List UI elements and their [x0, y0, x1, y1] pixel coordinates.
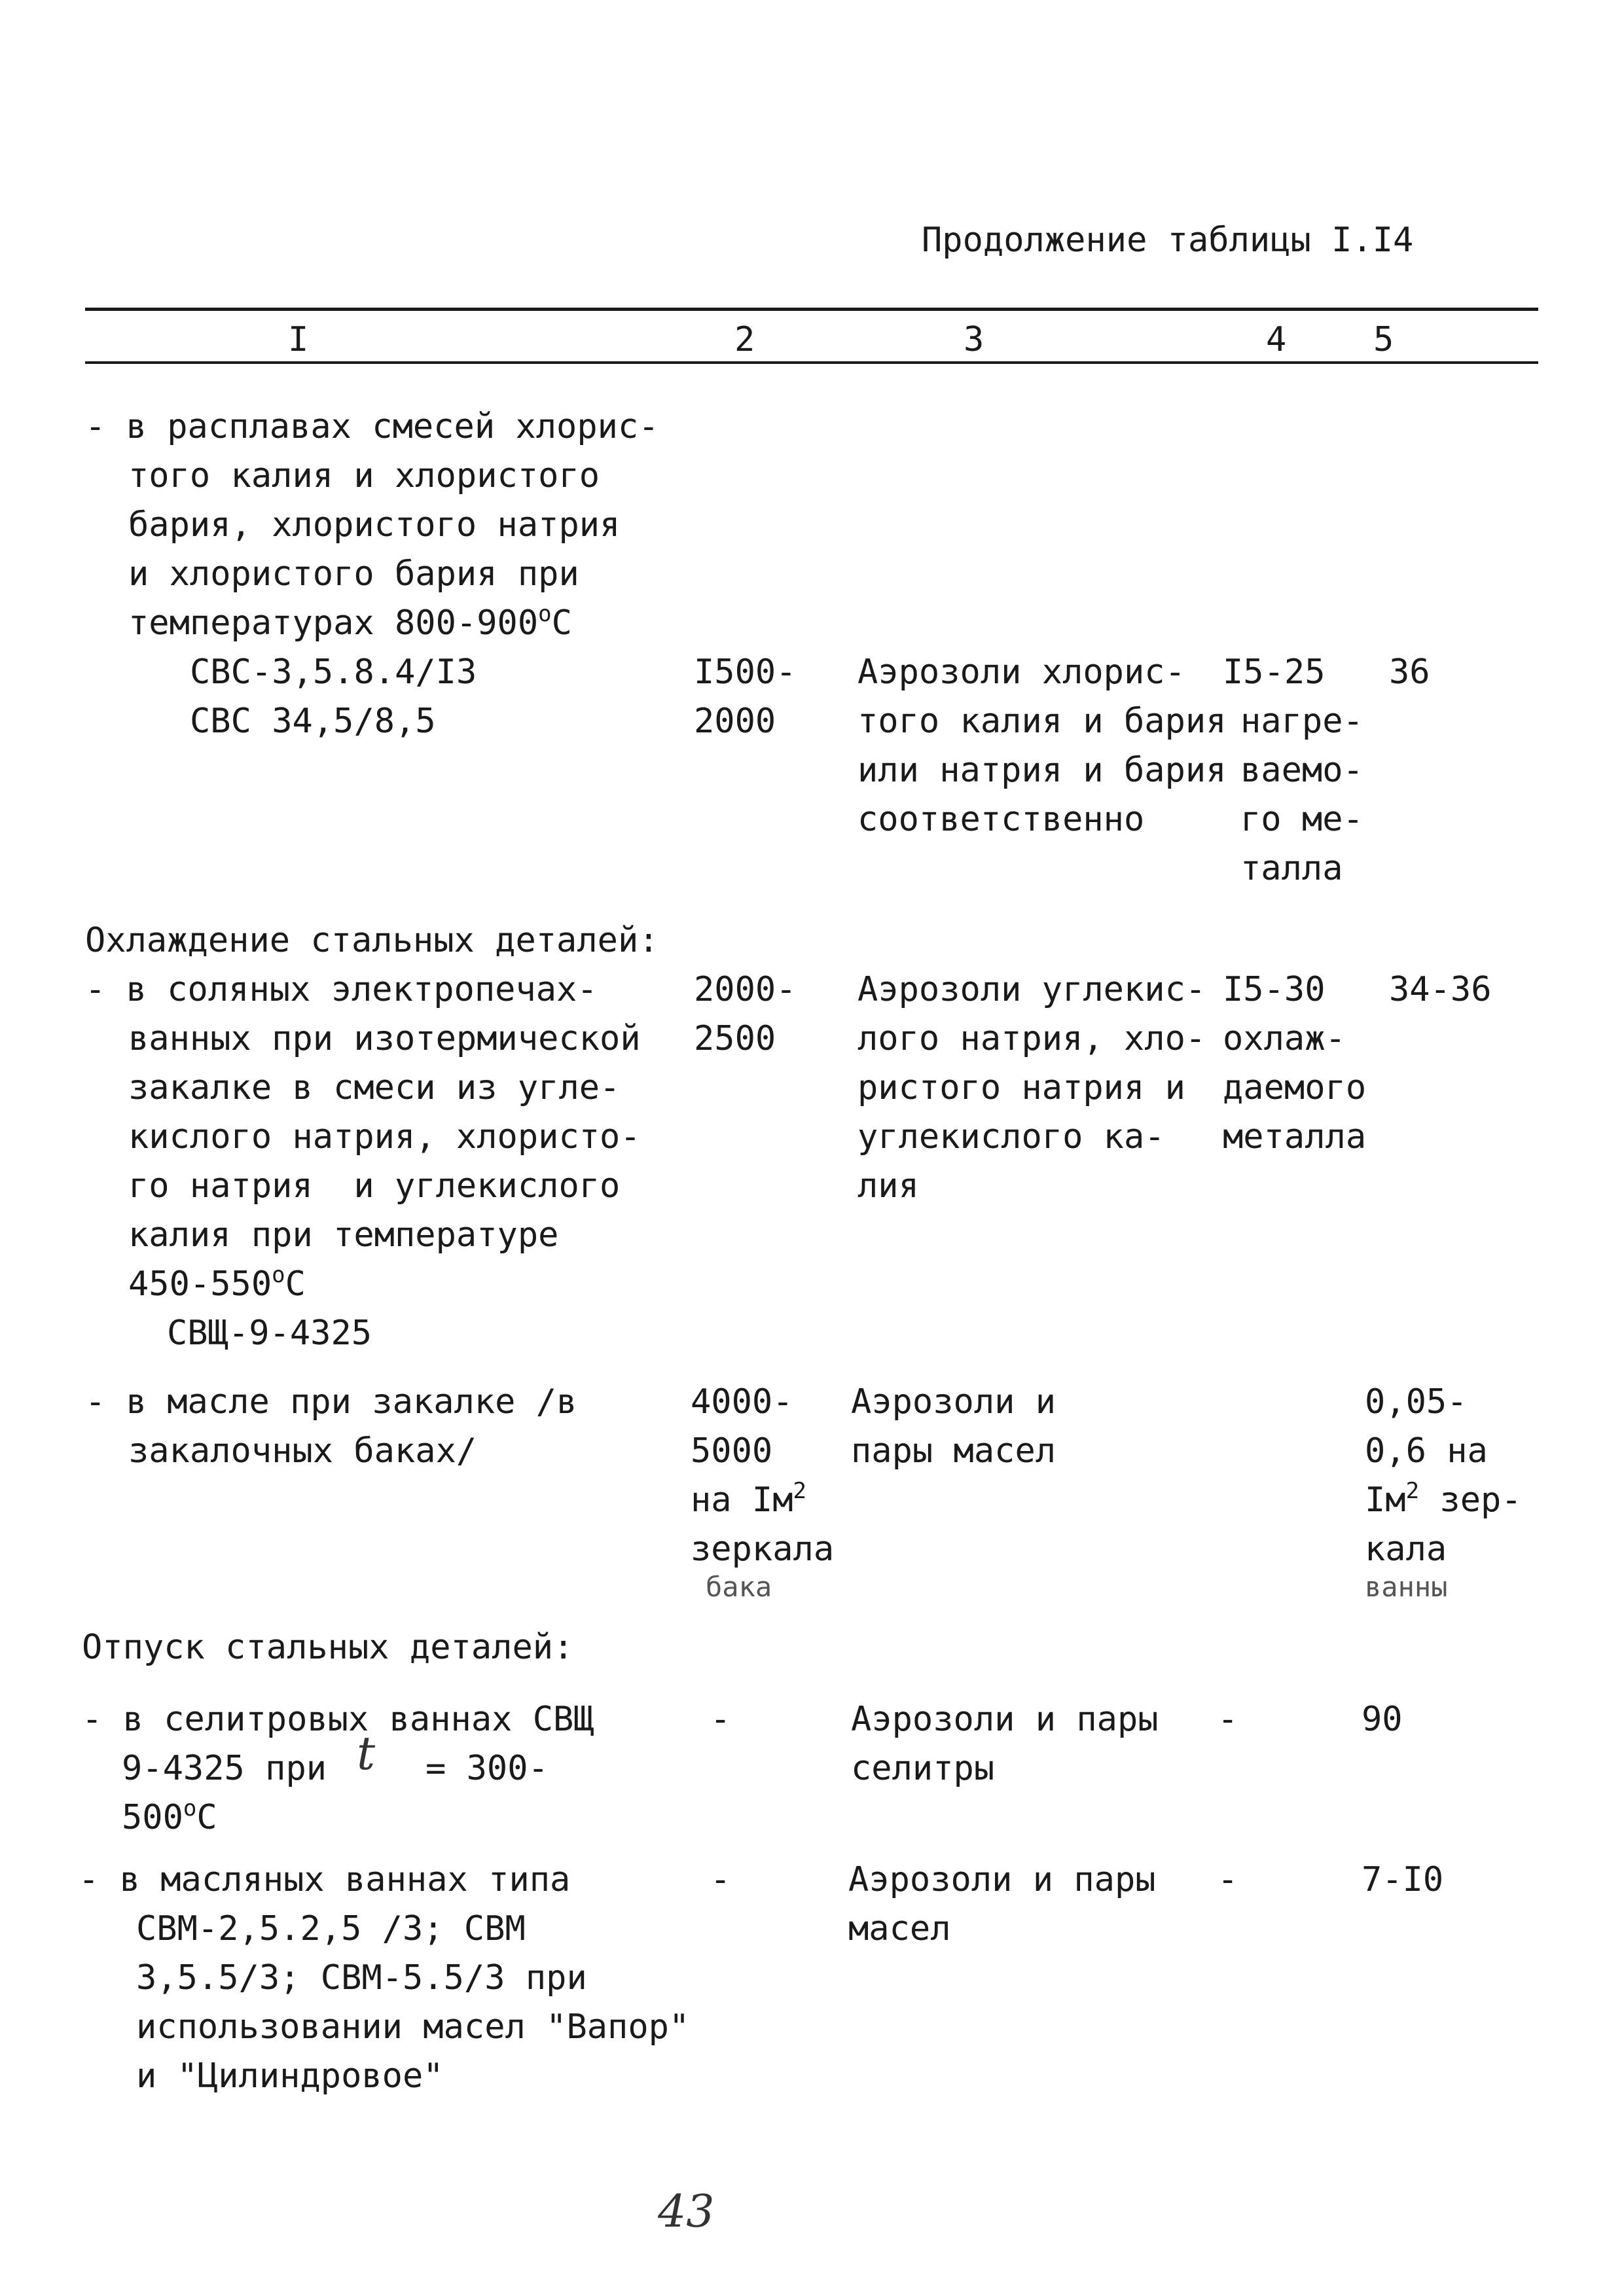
salt-melt-emission: соответственно: [857, 800, 1145, 839]
cooling-equipment: СВЩ-9-4325: [167, 1314, 372, 1353]
salt-melt-emission: того калия и бария: [857, 702, 1227, 741]
oil-bath-emission: масел: [848, 1909, 951, 1948]
salt-melt-volume: I500-: [694, 653, 797, 692]
cooling-col4: металла: [1223, 1117, 1367, 1157]
oil-bath-description-line: и "Цилиндровое": [136, 2056, 444, 2096]
oil-quench-volume: 5000: [691, 1431, 773, 1471]
salt-melt-col4: ваемо-: [1240, 751, 1363, 790]
table-continuation-caption: Продолжение таблицы I.I4: [922, 221, 1414, 260]
oil-quench-col5: кала: [1365, 1530, 1447, 1569]
cooling-temperature: $450-550^оС$: [128, 1262, 306, 1304]
oil-quench-volume: зеркала: [691, 1530, 835, 1569]
salt-melt-equipment: СВС 34,5/8,5: [190, 702, 436, 741]
cooling-description-line: кислого натрия, хлористо-: [128, 1117, 641, 1157]
salt-melt-description-line: бария, хлористого натрия: [128, 505, 621, 545]
temperature-symbol: t: [357, 1727, 376, 1780]
nitrate-bath-col4: -: [1218, 1700, 1238, 1739]
cooling-description-line: - в соляных электропечах-: [85, 970, 598, 1009]
cooling-emission: лия: [857, 1166, 919, 1206]
salt-melt-volume: 2000: [694, 702, 776, 741]
salt-melt-description-line: и хлористого бария при: [128, 554, 579, 594]
oil-quench-col5: 0,05-: [1365, 1382, 1468, 1422]
oil-quench-volume-unit: на $Iм^2$: [691, 1478, 807, 1520]
page-number: 43: [658, 2186, 715, 2238]
column-header-4: 4: [1266, 320, 1287, 359]
oil-quench-col5: 0,6 на: [1365, 1431, 1488, 1471]
salt-melt-col4: го ме-: [1240, 800, 1363, 839]
salt-melt-temperature: температурах $800-900^оС$: [128, 601, 572, 643]
oil-bath-description-line: использовании масел "Вапор": [136, 2007, 690, 2047]
nitrate-bath-volume: -: [710, 1700, 731, 1739]
salt-melt-description-line: того калия и хлористого: [128, 456, 600, 495]
cooling-description-line: го натрия и углекислого: [128, 1166, 621, 1206]
oil-quench-volume: бака: [706, 1571, 772, 1603]
column-header-2: 2: [734, 320, 755, 359]
cooling-emission: Аэрозоли углекис-: [857, 970, 1206, 1009]
oil-quench-col5-unit: $Iм^2$ зер-: [1365, 1478, 1522, 1520]
nitrate-bath-emission: Аэрозоли и пары: [851, 1700, 1159, 1739]
column-header-3: 3: [964, 320, 984, 359]
cooling-emission: ристого натрия и: [857, 1068, 1185, 1107]
cooling-heading: Охлаждение стальных деталей:: [85, 921, 659, 960]
cooling-description-line: ванных при изотермической: [128, 1019, 641, 1058]
cooling-volume: 2500: [694, 1019, 776, 1058]
cooling-col4: даемого: [1223, 1068, 1367, 1107]
cooling-col4: охлаж-: [1223, 1019, 1346, 1058]
table-top-rule: [85, 308, 1538, 311]
cooling-emission: углекислого ка-: [857, 1117, 1165, 1157]
salt-melt-description-line: - в расплавах смесей хлорис-: [85, 407, 659, 446]
salt-melt-col4: нагре-: [1240, 702, 1363, 741]
nitrate-bath-description-line: 9-4325 при: [122, 1749, 327, 1788]
tempering-heading: Отпуск стальных деталей:: [82, 1628, 574, 1667]
nitrate-bath-description-line: - в селитровых ваннах СВЩ: [82, 1700, 594, 1739]
salt-melt-col5: 36: [1389, 653, 1430, 692]
cooling-volume: 2000-: [694, 970, 797, 1009]
nitrate-bath-temperature: $500^оС$: [122, 1795, 217, 1837]
oil-quench-col5: ванны: [1365, 1571, 1448, 1603]
oil-quench-volume: 4000-: [691, 1382, 793, 1422]
oil-quench-emission: Аэрозоли и: [851, 1382, 1056, 1422]
salt-melt-col4: талла: [1240, 849, 1343, 888]
column-header-5: 5: [1373, 320, 1394, 359]
cooling-description-line: калия при температуре: [128, 1215, 559, 1255]
salt-melt-emission: или натрия и бария: [857, 751, 1227, 790]
oil-bath-description-line: СВМ-2,5.2,5 /3; СВМ: [136, 1909, 526, 1948]
oil-quench-description-line: закалочных баках/: [128, 1431, 477, 1471]
oil-quench-description-line: - в масле при закалке /в: [85, 1382, 577, 1422]
oil-bath-col4: -: [1218, 1860, 1238, 1899]
nitrate-bath-emission: селитры: [851, 1749, 995, 1788]
salt-melt-emission: Аэрозоли хлорис-: [857, 653, 1185, 692]
oil-bath-description-line: - в масляных ваннах типа: [79, 1860, 571, 1899]
cooling-col4: I5-30: [1223, 970, 1326, 1009]
cooling-description-line: закалке в смеси из угле-: [128, 1068, 621, 1107]
oil-bath-col5: 7-I0: [1362, 1860, 1444, 1899]
cooling-emission: лого натрия, хло-: [857, 1019, 1206, 1058]
column-header-1: I: [288, 320, 309, 359]
nitrate-bath-description-line: = 300-: [425, 1749, 549, 1788]
salt-melt-equipment: СВС-3,5.8.4/I3: [190, 653, 477, 692]
nitrate-bath-col5: 90: [1362, 1700, 1403, 1739]
cooling-col5: 34-36: [1389, 970, 1492, 1009]
oil-bath-volume: -: [710, 1860, 731, 1899]
salt-melt-col4: I5-25: [1223, 653, 1326, 692]
oil-quench-emission: пары масел: [851, 1431, 1056, 1471]
oil-bath-emission: Аэрозоли и пары: [848, 1860, 1156, 1899]
oil-bath-description-line: 3,5.5/3; СВМ-5.5/3 при: [136, 1958, 587, 1998]
